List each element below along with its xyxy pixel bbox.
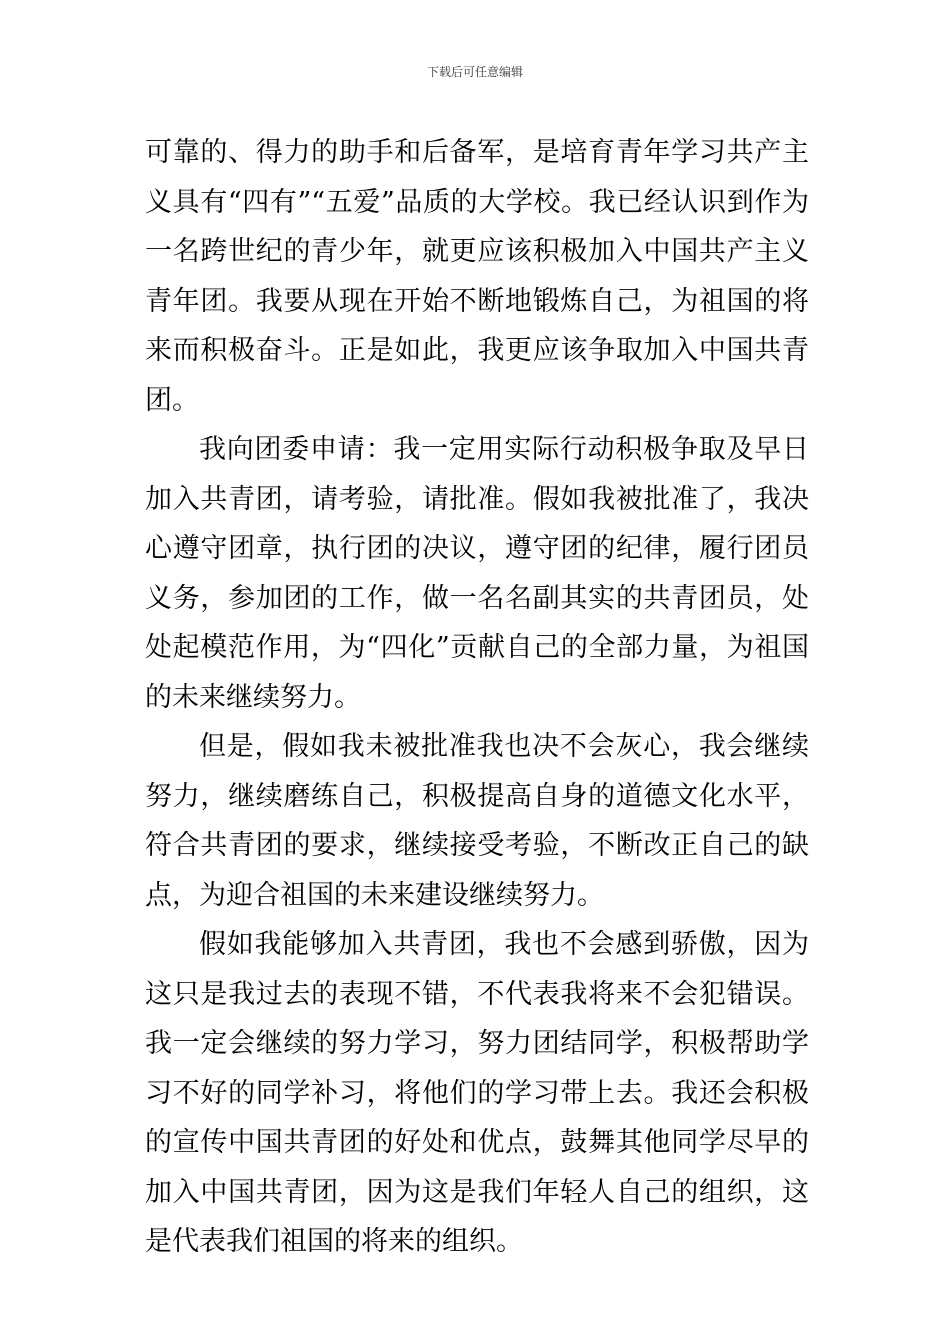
- page-header: 下载后可任意编辑: [426, 65, 523, 79]
- paragraph-1: 可靠的、得力的助手和后备军，是培育青年学习共产主义具有“四有”“五爱”品质的大学校。我已经认识到作为一名跨世纪的青少年，就更应该积极加入中国共产主义青年团。我要从现在开始不断地锻炼自己，为祖国的将来而积极奋斗。正是如此，我更应该争取加入中国共青团。: [145, 137, 809, 416]
- document-body: [145, 128, 809, 1267]
- paragraph-2: 我向团委申请：我一定用实际行动积极争取及早日加入共青团，请考验，请批准。假如我被批准了，我决心遵守团章，执行团的决议，遵守团的纪律，履行团员义务，参加团的工作，做一名名副其实的共青团员，处处起模范作用，为“四化”贡献自己的全部力量，为祖国的未来继续努力。: [145, 434, 809, 713]
- paragraph-4: 假如我能够加入共青团，我也不会感到骄傲，因为这只是我过去的表现不错，不代表我将来不会犯错误。我一定会继续的努力学习，努力团结同学，积极帮助学习不好的同学补习，将他们的学习带上去。我还会积极的宣传中国共青团的好处和优点，鼓舞其他同学尽早的加入中国共青团，因为这是我们年轻人自己的组织，这是代表我们祖国的将来的组织。: [145, 929, 809, 1257]
- paragraph-3: 但是，假如我未被批准我也决不会灰心，我会继续努力，继续磨练自己，积极提高自身的道德文化水平，符合共青团的要求，继续接受考验，不断改正自己的缺点，为迎合祖国的未来建设继续努力。: [145, 731, 809, 911]
